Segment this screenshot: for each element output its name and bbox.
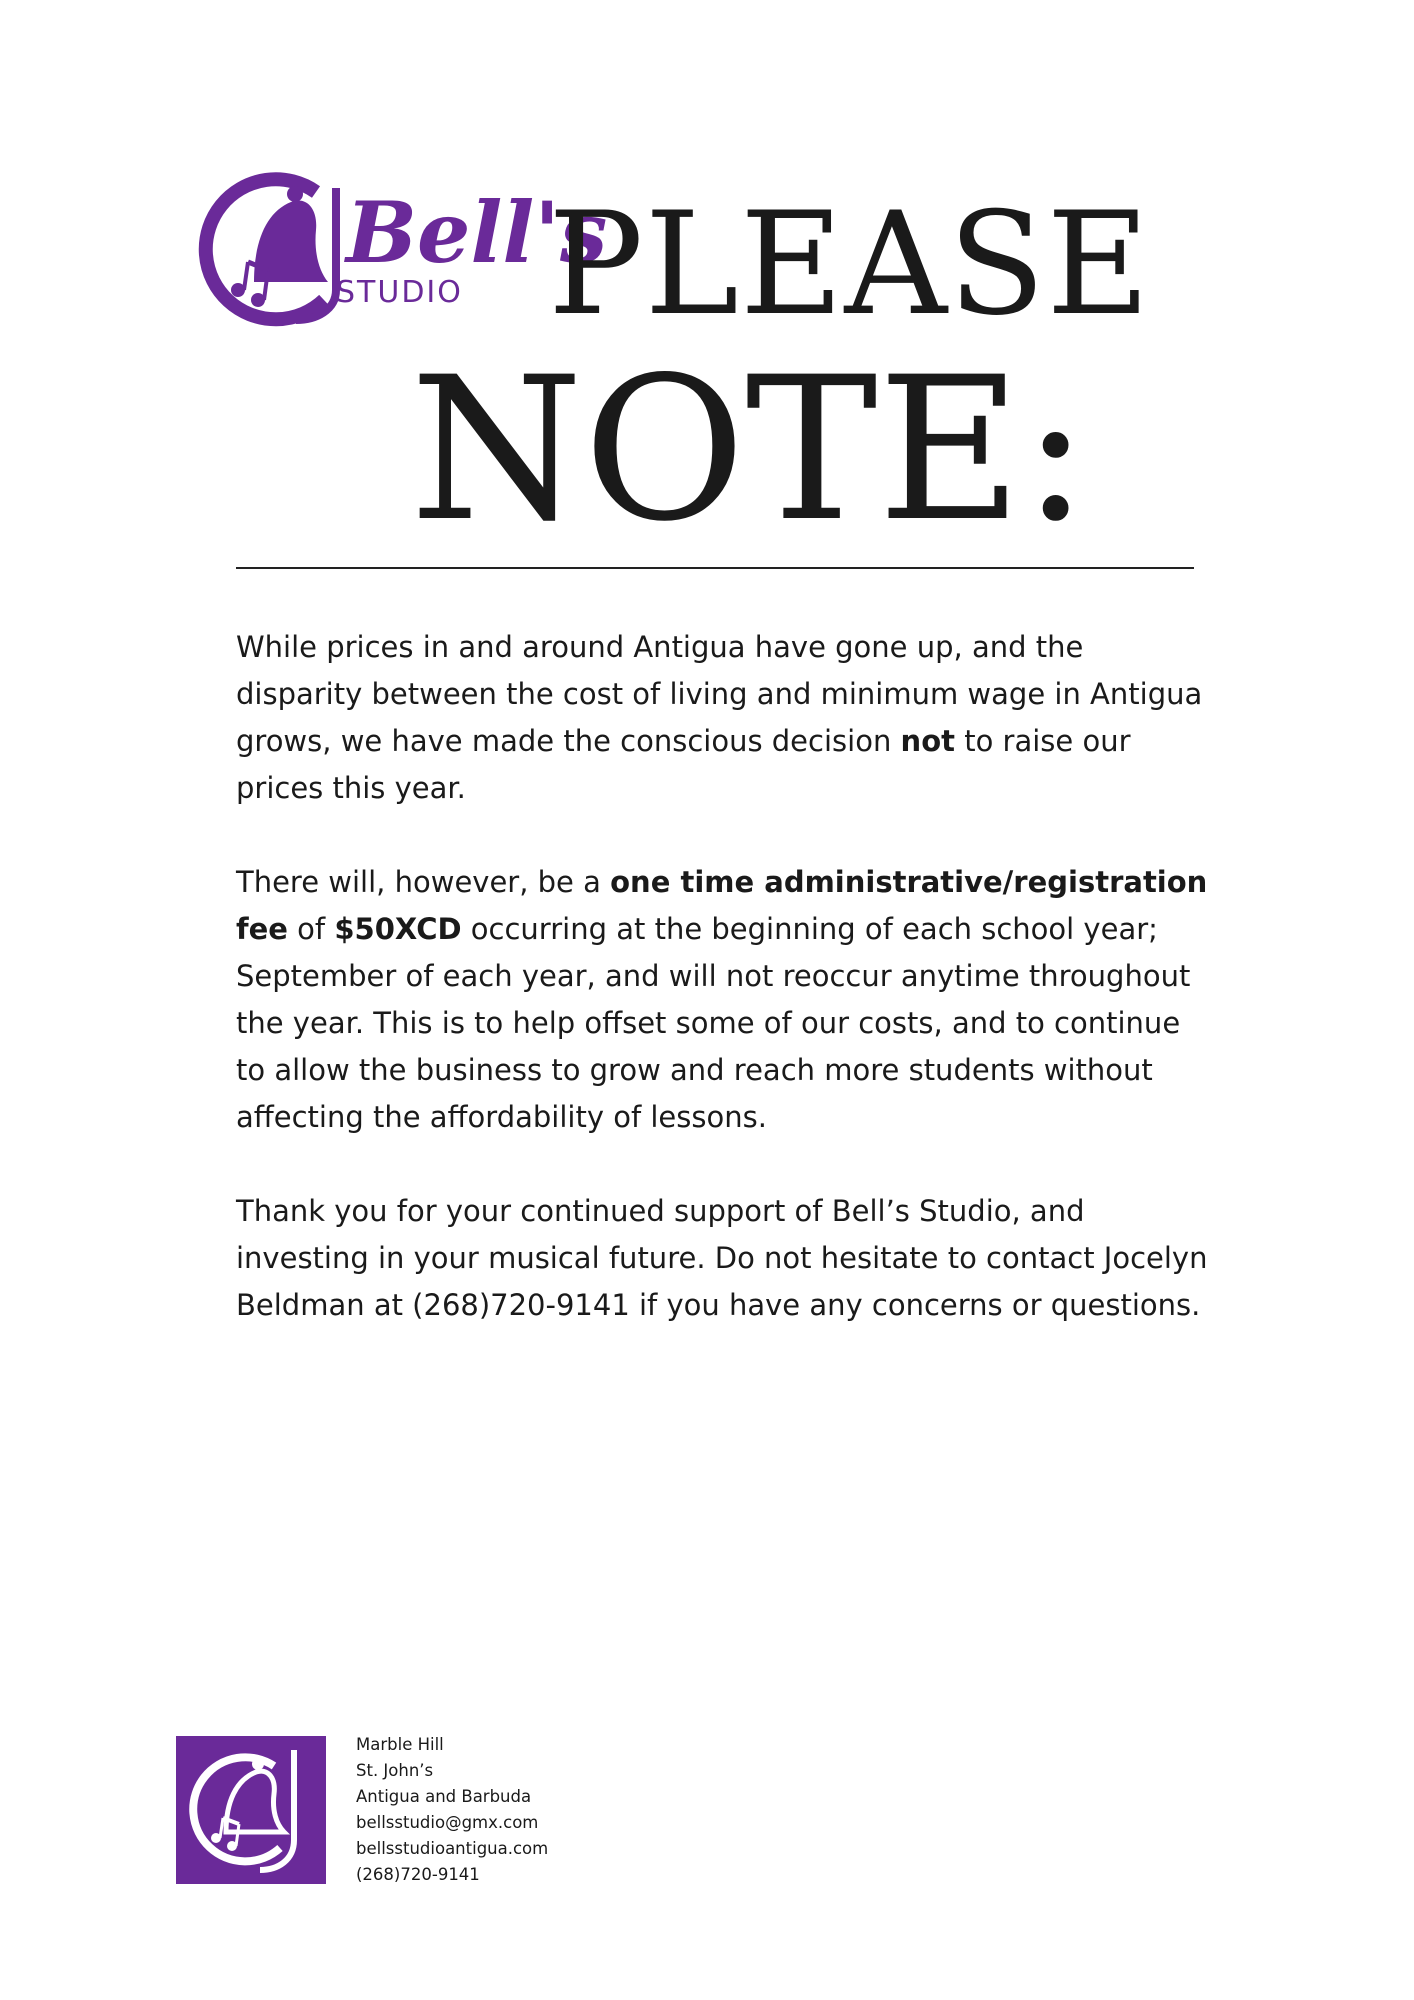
website-link[interactable]: bellsstudioantigua.com bbox=[356, 1839, 549, 1858]
address-line: Marble Hill bbox=[356, 1735, 444, 1754]
emphasis-fee: one time administrative/registration fee bbox=[236, 865, 1208, 946]
address-line: St. John’s bbox=[356, 1761, 434, 1780]
bells-studio-logo bbox=[196, 170, 608, 335]
emphasis-not: not bbox=[900, 724, 955, 758]
logo-word: Bell's bbox=[346, 183, 608, 282]
footer-address bbox=[356, 1732, 548, 1888]
logo-sub: STUDIO bbox=[336, 275, 463, 310]
paragraph-thanks: Thank you for your continued support of Bell’s Studio, and investing in your musical future. Do not hesitate to contact Jocelyn Beldman at (268)720-9141 if you have any concerns or questions. bbox=[236, 1194, 1208, 1322]
email-link[interactable]: bellsstudio@gmx.com bbox=[356, 1813, 539, 1832]
paragraph-fee: There will, however, be a one time administrative/registration fee of $50XCD occurring at the beginning of each school year; September of each year, and will not reoccur anytime throughout the year. This is to help offset some of our costs, and to continue to allow the business to grow and reach more students without affecting the affordability of lessons. bbox=[236, 865, 1208, 1134]
bell-music-icon bbox=[196, 170, 608, 335]
bell-music-icon bbox=[176, 1736, 326, 1884]
phone-number: (268)720-9141 bbox=[356, 1865, 480, 1884]
heading-note: NOTE: bbox=[410, 334, 1089, 565]
emphasis-amount: $50XCD bbox=[334, 912, 462, 946]
heading-please: PLEASE bbox=[548, 182, 1151, 347]
divider bbox=[236, 567, 1194, 569]
notice-body bbox=[236, 624, 1216, 1376]
address-line: Antigua and Barbuda bbox=[356, 1787, 532, 1806]
paragraph-prices: While prices in and around Antigua have gone up, and the disparity between the cost of living and minimum wage in Antigua grows, we have made the conscious decision not to raise our prices this year. bbox=[236, 630, 1203, 805]
footer-logo bbox=[176, 1736, 326, 1884]
